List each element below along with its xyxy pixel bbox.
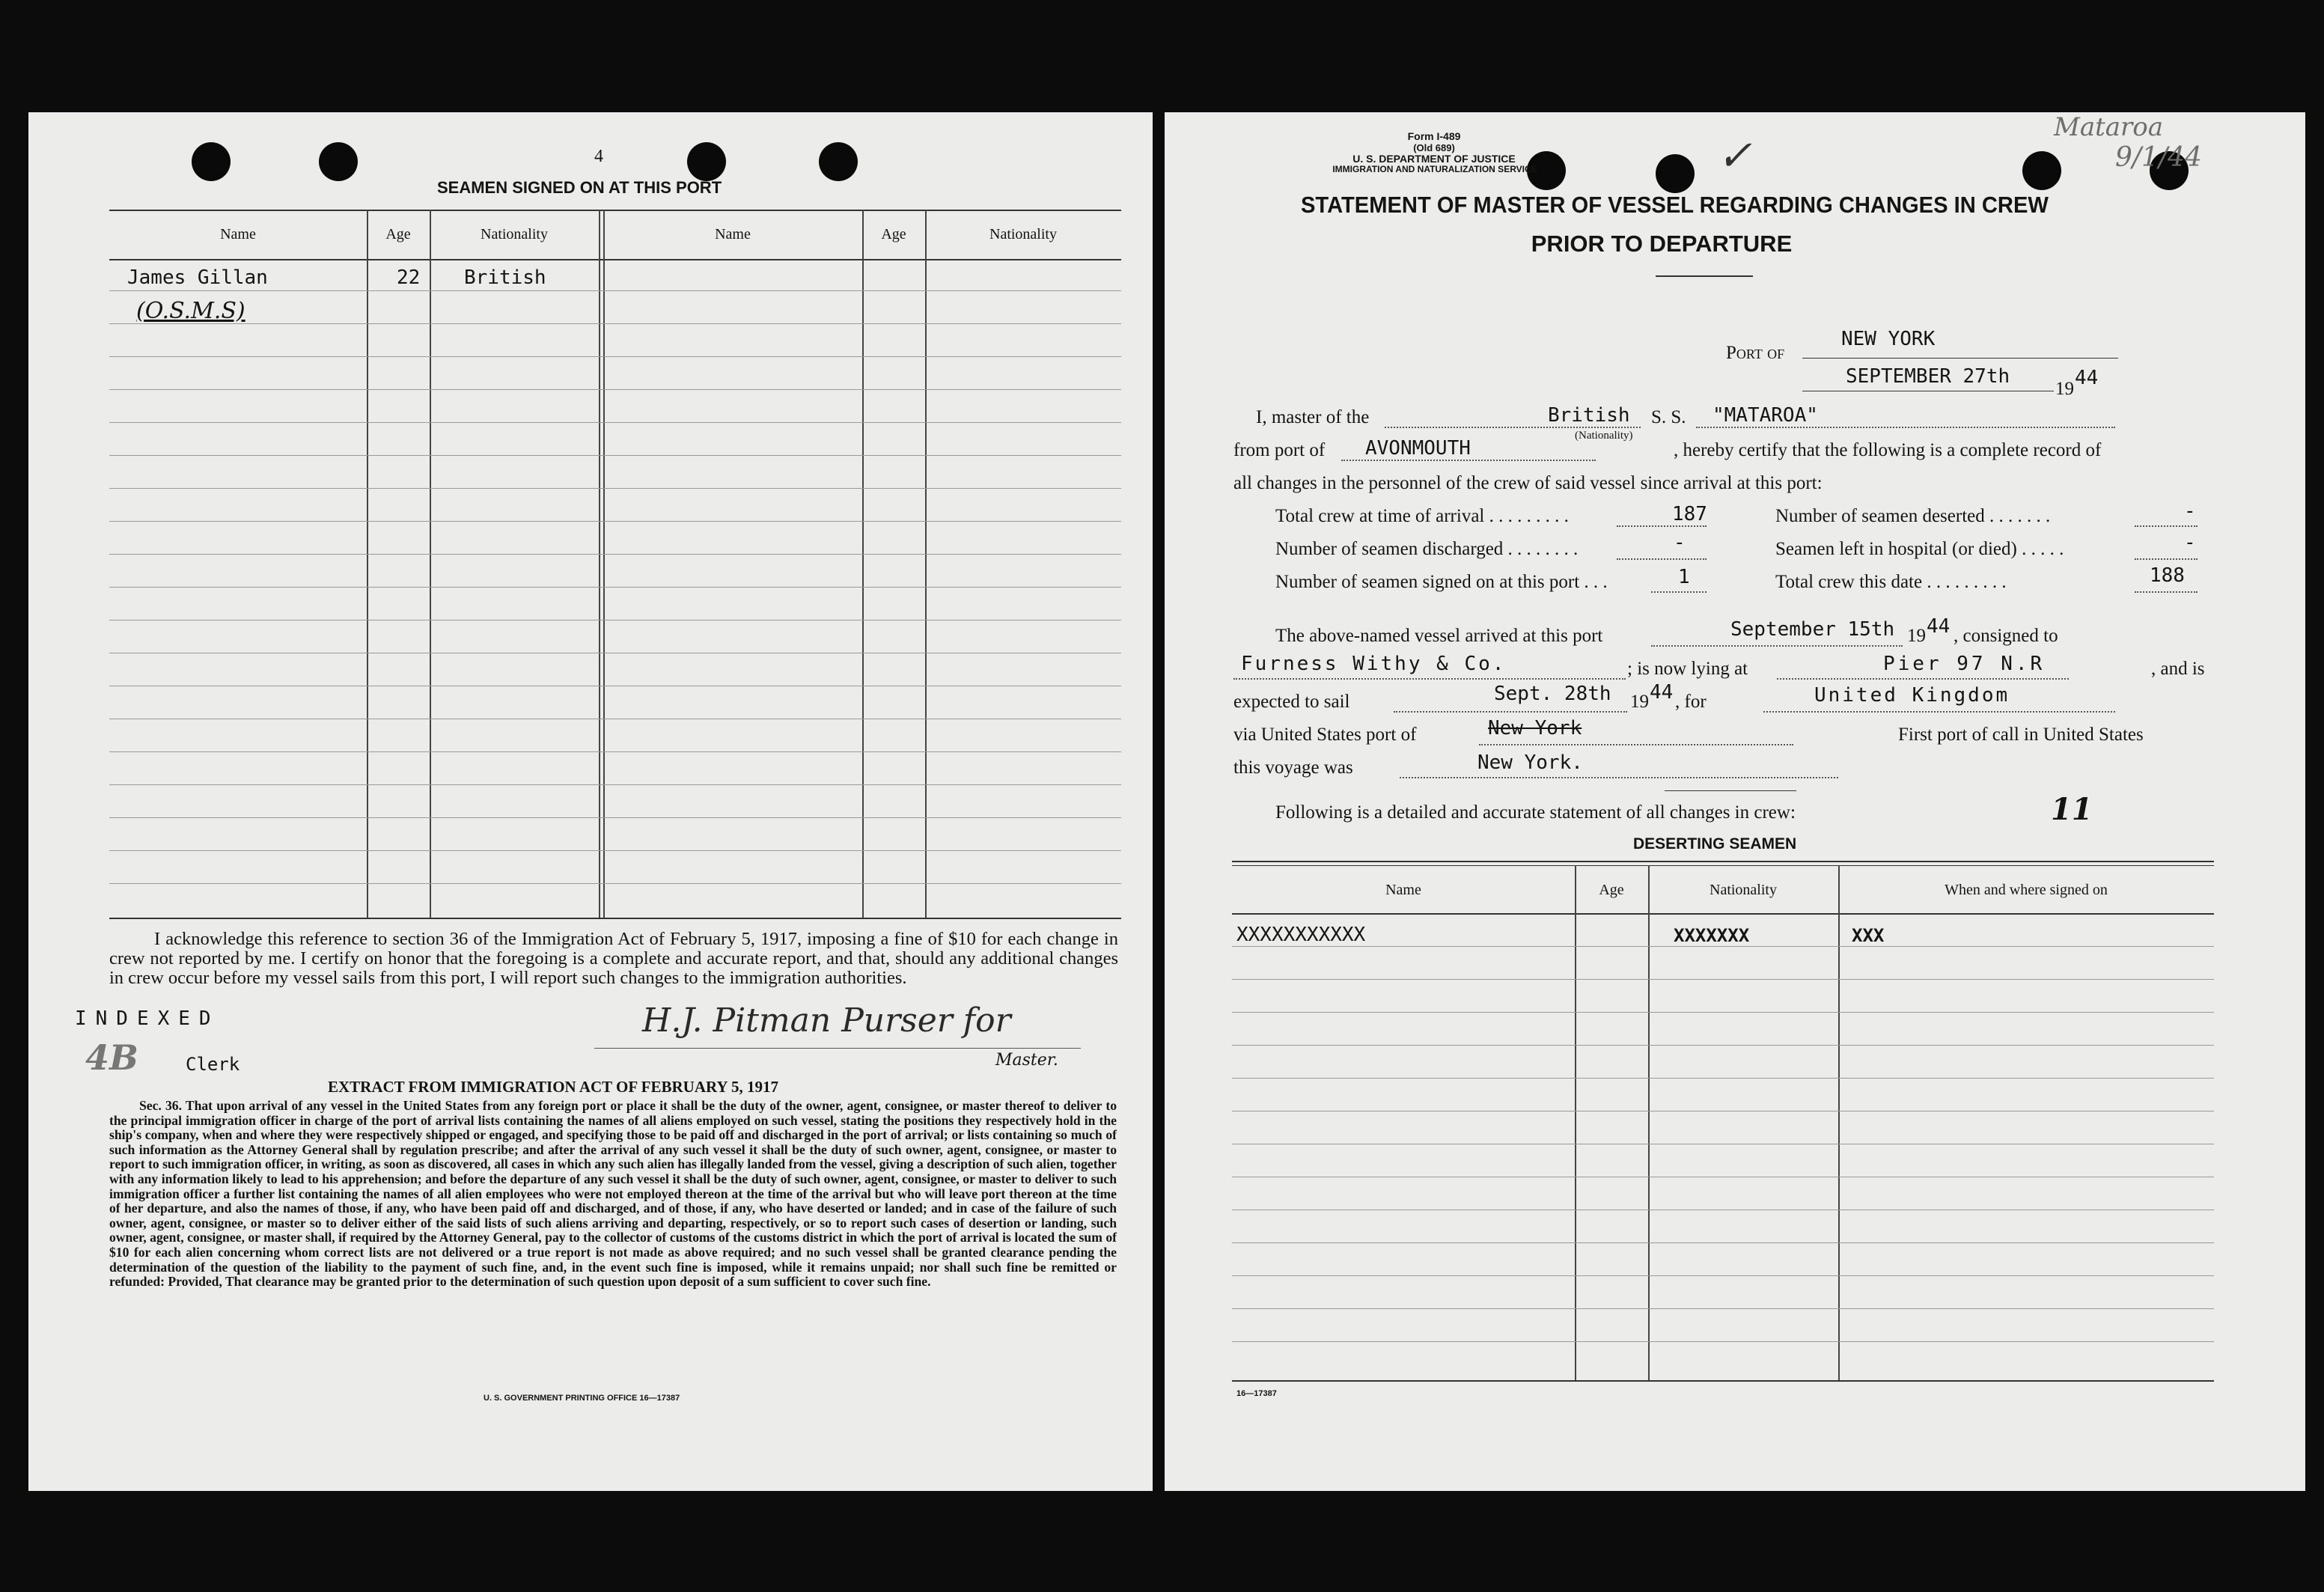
column-header-name: Name <box>715 226 751 243</box>
lying-line <box>1777 678 2069 680</box>
column-divider <box>599 210 600 918</box>
ship-name: "MATAROA" <box>1712 404 1818 427</box>
year-prefix: 19 <box>2055 379 2074 399</box>
row-rule <box>109 817 1121 818</box>
punch-hole <box>192 142 231 181</box>
following-label: Following is a detailed and accurate statement of all changes in crew: <box>1275 802 1796 823</box>
from-port-label: from port of <box>1233 440 1326 460</box>
nationality-value: British <box>1548 404 1630 427</box>
entry-name: James Gillan <box>127 266 268 289</box>
margin-note-ship: Mataroa <box>2054 112 2164 142</box>
voyage-line <box>1400 777 1838 778</box>
table-header-rule <box>109 259 1121 260</box>
punch-hole <box>1656 154 1695 193</box>
acknowledgement-text: I acknowledge this reference to section 36 of the Immigration Act of February 5, 1917, imposing a fine of $10 for each change in crew not reported by me. I certify on honor that the foregoing is a complete and accurate report, and that, should any additional changes in crew occur before my vessel sails from this port, I will report such changes to the immigration authorities. <box>109 929 1118 988</box>
service-name: IMMIGRATION AND NATURALIZATION SERVICE <box>1332 164 1537 174</box>
clerk-label: Clerk <box>186 1054 240 1075</box>
row-rule <box>1232 1242 2214 1243</box>
row-rule <box>109 751 1121 752</box>
row-rule <box>109 521 1121 522</box>
certify-text: , hereby certify that the following is a complete record of <box>1674 440 2102 460</box>
via-value: New York <box>1488 717 1582 739</box>
title-rule <box>1656 275 1753 277</box>
column-divider <box>1575 865 1576 1380</box>
hospital-line <box>2135 558 2198 560</box>
expected-line <box>1394 711 1627 713</box>
page-number: 4 <box>594 147 603 166</box>
year-value: 44 <box>2075 367 2099 389</box>
column-header-nationality: Nationality <box>481 226 548 243</box>
changes-count: 11 <box>2051 792 2093 827</box>
column-header-age: Age <box>881 226 906 243</box>
column-divider <box>430 210 431 918</box>
column-header-name: Name <box>220 226 256 243</box>
deserted-label: Number of seamen deserted . . . . . . . <box>1775 506 2051 526</box>
row-rule <box>109 356 1121 357</box>
column-header-nationality: Nationality <box>1710 882 1777 898</box>
port-label: Port of <box>1726 343 1785 363</box>
old-form-number: (Old 689) <box>1413 142 1455 153</box>
total-arrival-line <box>1617 525 1707 527</box>
hospital-value: - <box>2184 531 2196 554</box>
expected-label: expected to sail <box>1233 692 1350 712</box>
left-page <box>28 112 1153 1491</box>
voyage-value: New York. <box>1477 751 1583 774</box>
form-number: Form I-489 <box>1407 130 1461 142</box>
arrived-year: 44 <box>1927 615 1951 638</box>
punch-hole <box>819 142 858 181</box>
punch-hole <box>319 142 358 181</box>
row-rule <box>109 488 1121 489</box>
certify-text-2: all changes in the personnel of the crew of said vessel since arrival at this port: <box>1233 473 1823 493</box>
discharged-line <box>1617 558 1707 560</box>
total-arrival-label: Total crew at time of arrival . . . . . . . . . <box>1275 506 1569 526</box>
signed-on-value: 1 <box>1678 566 1690 588</box>
master-of-label: I, master of the <box>1256 407 1370 427</box>
column-header-age: Age <box>385 226 411 243</box>
column-header-signed-on: When and where signed on <box>1945 882 2108 898</box>
consignee-value: Furness Withy & Co. <box>1241 653 1507 675</box>
table-top-rule <box>109 210 1121 211</box>
row-rule <box>1232 1078 2214 1079</box>
total-today-value: 188 <box>2150 564 2185 587</box>
discharged-label: Number of seamen discharged . . . . . . . . <box>1275 539 1579 559</box>
row-rule <box>1232 1045 2214 1046</box>
expected-value: Sept. 28th <box>1494 683 1611 705</box>
extract-text: Sec. 36. That upon arrival of any vessel in the United States from any foreign port or place it shall be the duty of the owner, agent, consignee, or master thereof to deliver to the principal immigration officer in charge of the port of arrival lists containing the names of all aliens employed on such vessel, stating the positions they respectively hold in the ship's company, when and where they were respectively shipped or engaged, and specifying those to be paid off and discharged in the port of arrival; or lists containing so much of such information as the Attorney General shall by regulation prescribe; and after the arrival of any such vessel it shall be the duty of such owner, agent, consignee, or master to report to such immigration officer, in writing, as soon as discovered, all cases in which any such alien has illegally landed from the vessel, giving a description of such alien, together with any information likely to lead to his apprehension; and before the departure of any such vessel it shall be the duty of such owner, agent, consignee, or master to deliver to such immigration officer a further list containing the names of all alien employees who were not employed thereon at the time of the arrival but who will leave port thereon at the time of her departure, and also the names of those, if any, who have been paid off and discharged, and of those, if any, who have deserted or landed; and in case of the failure of such owner, agent, consignee, or master so to deliver either of the said lists of such aliens arriving and departing, respectively, or so to report such cases of desertion or landing, such owner, agent, consignee, or master shall, if required by the Attorney General, pay to the collector of customs of the customs district in which the port of arrival is located the sum of $10 for each alien concerning whom correct lists are not delivered or a true report is not made as above required; and no such vessel shall be granted clearance pending the determination of the question of the liability to the payment of such fine, and, in the event such fine is imposed, while it remains unpaid; nor shall such fine be remitted or refunded: Provided, That clearance may be granted prior to the determination of such question upon deposit of a sum sufficient to cover such fine. <box>109 1098 1117 1290</box>
table-bottom-rule <box>109 918 1121 919</box>
signature-line <box>594 1048 1081 1049</box>
arrived-year-prefix: 19 <box>1907 626 1926 646</box>
deserting-bottom-rule <box>1232 1380 2214 1382</box>
punch-hole <box>2022 151 2061 190</box>
destination-line <box>1763 711 2115 713</box>
master-signature: H.J. Pitman Purser for <box>642 1001 1011 1040</box>
deserting-row-signed-on: XXX <box>1852 925 1885 946</box>
indexed-stamp: INDEXED <box>75 1007 220 1030</box>
column-divider <box>1648 865 1650 1380</box>
column-divider <box>925 210 927 918</box>
row-rule <box>109 389 1121 390</box>
via-label: via United States port of <box>1233 725 1417 745</box>
nationality-line <box>1385 427 1641 428</box>
form-title-line1: STATEMENT OF MASTER OF VESSEL REGARDING CHANGES IN CREW <box>1301 192 2049 218</box>
row-rule <box>1232 1341 2214 1342</box>
row-rule <box>1232 979 2214 980</box>
footer-code: 16—17387 <box>1236 1389 1277 1398</box>
signed-on-label: Number of seamen signed on at this port . . . <box>1275 572 1608 592</box>
date-value: SEPTEMBER 27th <box>1846 365 2010 388</box>
deserted-value: - <box>2184 500 2196 522</box>
column-divider <box>367 210 368 918</box>
row-rule <box>109 784 1121 785</box>
column-header-age: Age <box>1599 882 1624 898</box>
arrived-line <box>1651 645 1903 647</box>
row-rule <box>1232 1275 2214 1276</box>
expected-year-prefix: 19 <box>1630 692 1649 712</box>
deserted-line <box>2135 525 2198 527</box>
hospital-label: Seamen left in hospital (or died) . . . . . <box>1775 539 2064 559</box>
column-divider <box>1838 865 1840 1380</box>
row-rule <box>109 883 1121 884</box>
column-divider <box>862 210 864 918</box>
right-page <box>1165 112 2305 1491</box>
lying-label: ; is now lying at <box>1627 659 1748 679</box>
voyage-label: this voyage was <box>1233 757 1353 778</box>
master-label: Master. <box>995 1051 1058 1070</box>
section-rule <box>1665 790 1796 791</box>
lying-value: Pier 97 N.R <box>1883 653 2046 675</box>
column-header-nationality: Nationality <box>989 226 1057 243</box>
deserting-top-rule <box>1232 865 2214 866</box>
entry-rating-note: (O.S.M.S) <box>136 298 245 324</box>
total-arrival-value: 187 <box>1672 503 1707 525</box>
department-name: U. S. DEPARTMENT OF JUSTICE <box>1352 153 1516 165</box>
for-label: , for <box>1675 692 1707 712</box>
arrived-value: September 15th <box>1730 618 1895 641</box>
arrived-label: The above-named vessel arrived at this port <box>1275 626 1603 646</box>
via-line <box>1479 744 1793 745</box>
total-today-label: Total crew this date . . . . . . . . . <box>1775 572 2007 592</box>
row-rule <box>109 587 1121 588</box>
deserting-title: DESERTING SEAMEN <box>1633 835 1797 853</box>
row-rule <box>109 323 1121 324</box>
port-value: NEW YORK <box>1841 328 1936 350</box>
row-rule <box>1232 1308 2214 1309</box>
and-is-label: , and is <box>2151 659 2205 679</box>
deserting-header-rule <box>1232 913 2214 915</box>
form-title-line2: PRIOR TO DEPARTURE <box>1531 231 1793 257</box>
signed-on-line <box>1651 591 1707 593</box>
row-rule <box>109 554 1121 555</box>
ss-label: S. S. <box>1651 407 1686 427</box>
row-rule <box>109 422 1121 423</box>
total-today-line <box>2135 591 2198 593</box>
port-line <box>1802 358 2118 359</box>
from-port-line <box>1341 460 1596 461</box>
margin-note-date: 9/1/44 <box>2115 142 2202 173</box>
nationality-caption: (Nationality) <box>1575 430 1633 442</box>
deserting-row-nationality: XXXXXXX <box>1674 925 1750 946</box>
deserting-top-rule <box>1232 861 2214 862</box>
entry-nationality: British <box>464 266 546 289</box>
first-call-label: First port of call in United States <box>1898 725 2144 745</box>
row-rule <box>109 290 1121 291</box>
column-divider <box>603 210 605 918</box>
deserting-row-name: XXXXXXXXXXX <box>1236 924 1366 946</box>
punch-hole <box>687 142 726 181</box>
ship-line <box>1696 427 2115 428</box>
extract-title: EXTRACT FROM IMMIGRATION ACT OF FEBRUARY 5, 1917 <box>328 1078 779 1096</box>
consignee-line <box>1233 678 1626 680</box>
row-rule <box>1232 1012 2214 1013</box>
column-header-name: Name <box>1385 882 1421 898</box>
expected-year: 44 <box>1650 681 1674 704</box>
discharged-value: - <box>1674 531 1686 554</box>
row-rule <box>1232 946 2214 947</box>
clerk-initials: 4B <box>85 1037 138 1078</box>
from-port-value: AVONMOUTH <box>1365 437 1471 460</box>
row-rule <box>109 850 1121 851</box>
printer-note: U. S. GOVERNMENT PRINTING OFFICE 16—17387 <box>484 1394 680 1403</box>
consigned-label: , consigned to <box>1954 626 2058 646</box>
section-title: SEAMEN SIGNED ON AT THIS PORT <box>437 178 722 197</box>
destination-value: United Kingdom <box>1814 684 2010 707</box>
row-rule <box>109 455 1121 456</box>
entry-age: 22 <box>397 266 421 289</box>
check-mark: ✓ <box>1717 132 1752 180</box>
